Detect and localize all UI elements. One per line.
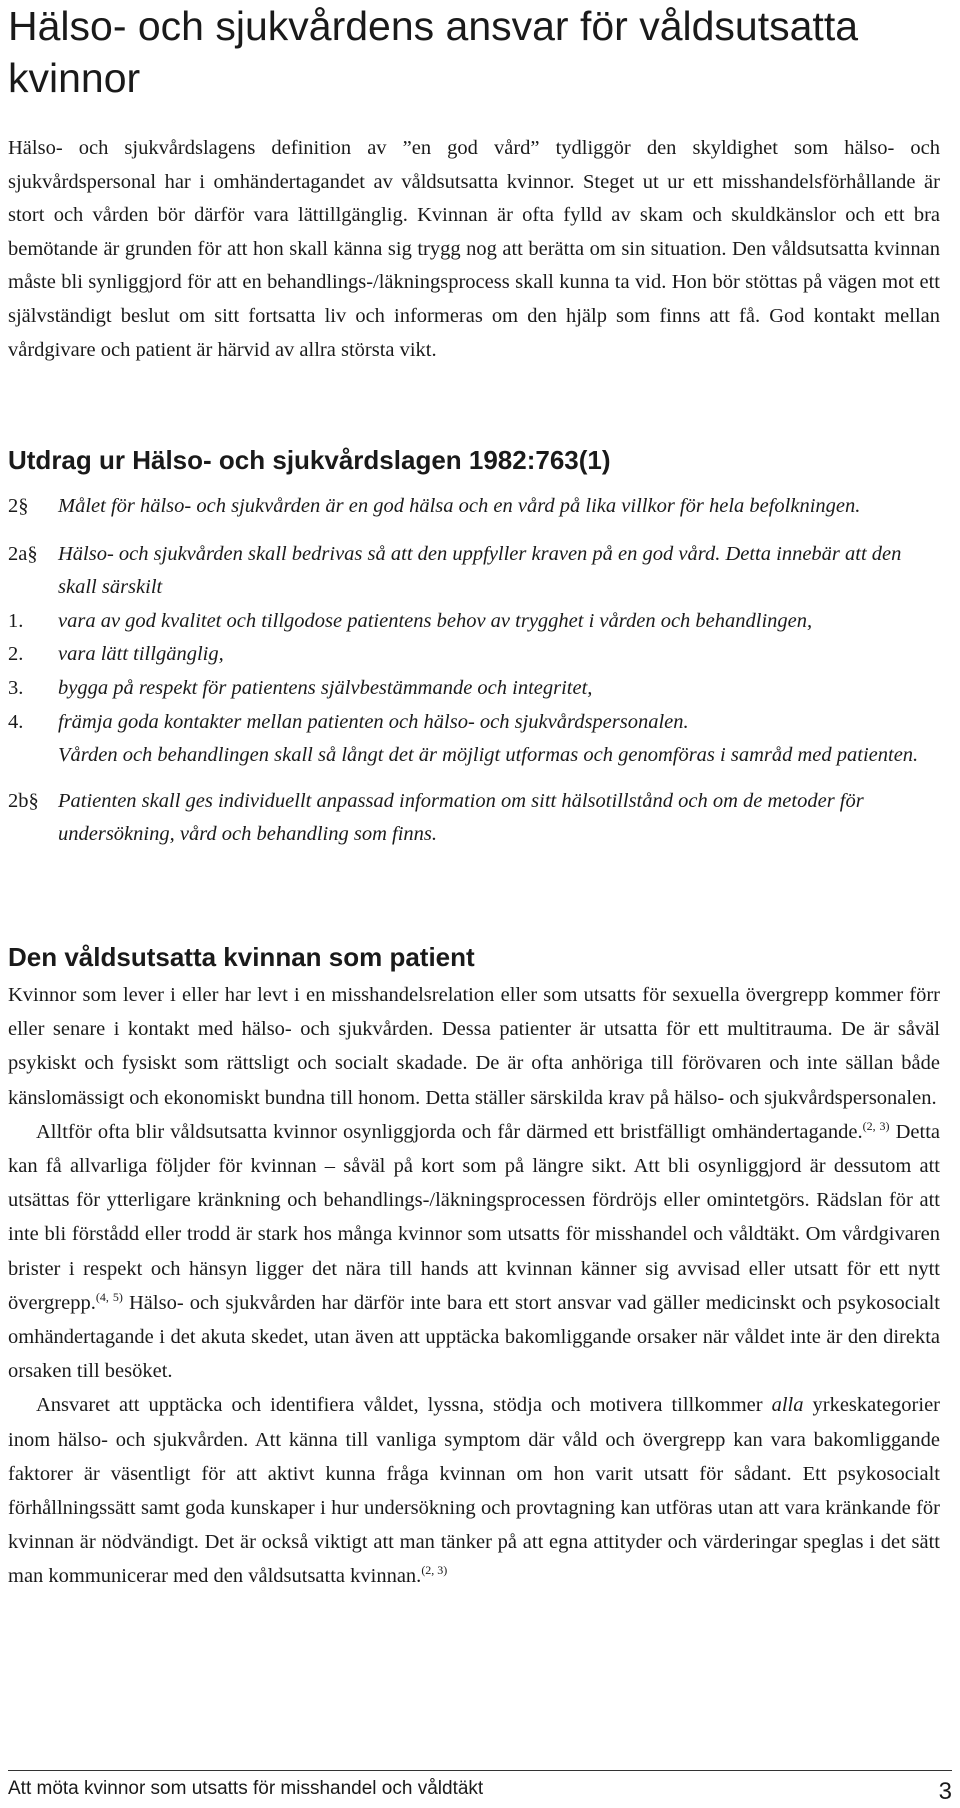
- list-number: 3.: [8, 676, 24, 699]
- law-excerpt: [8, 490, 940, 852]
- reference-superscript: (4, 5): [95, 1289, 123, 1304]
- list-number: 2.: [8, 643, 24, 666]
- section-body: [8, 978, 940, 1594]
- law-section-2a: [8, 538, 940, 605]
- law-heading: Utdrag ur Hälso- och sjukvårdslagen 1982:763(1): [8, 445, 611, 475]
- text-run: yrkeskategorier inom hälso- och sjukvården. Att känna till vanliga symptom där våld och övergrepp kan vara bakomliggande faktorer är väsentligt för att aktivt kunna fråga kvinnan om hon varit utsatt för sådant. Ett psykosocialt förhållningssätt samt goda kunskaper i hur undersökning och provtagning kan utföras utan att vara kränkande för kvinnan är nödvändigt. Det är också viktigt att man tänker på att egna attityder och värderingar speglas i det sätt man kommunicerar med den våldsutsatta kvinnan.: [8, 1394, 940, 1588]
- text-run: Ansvaret att upptäcka och identifiera våldet, lyssna, stödja och motivera tillkommer: [36, 1394, 772, 1417]
- section-mark: 2§: [8, 495, 29, 517]
- law-list-item: [8, 706, 940, 740]
- list-text: vara av god kvalitet och tillgodose patientens behov av trygghet i vården och behandlingen,: [58, 609, 813, 632]
- list-text: bygga på respekt för patientens självbestämmande och integritet,: [58, 676, 593, 699]
- footer-text: Att möta kvinnor som utsatts för misshandel och våldtäkt: [8, 1778, 484, 1799]
- reference-superscript: (2, 3): [421, 1563, 448, 1578]
- law-note: Vården och behandlingen skall så långt det är möjligt utformas och genomföras i samråd med patienten.: [58, 744, 919, 767]
- body-paragraph: Kvinnor som lever i eller har levt i en misshandelsrelation eller som utsatts för sexuella övergrepp kommer förr eller senare i kontakt med hälso- och sjukvården. Dessa patienter är utsatta för ett multitrauma. De är såväl psykiskt och fysiskt som rättsligt och socialt skadade. De är ofta anhöriga till förövaren och inte sällan både känslomässigt och ekonomiskt bundna till honom. Detta ställer särskilda krav på hälso- och sjukvårdspersonalen.: [8, 984, 940, 1109]
- section-heading: Den våldsutsatta kvinnan som patient: [8, 942, 475, 972]
- intro-paragraph: Hälso- och sjukvårdslagens definition av ”en god vård” tydliggör den skyldighet som hälso- och sjukvårdspersonal har i omhändertagandet av våldsutsatta kvinnor. Steget ut ur ett misshandelsförhållande är stort och vården bör därför vara lättillgänglig. Kvinnan är ofta fylld av skam och skuldkänslor och ett bra bemötande är grunden för att hon skall känna sig trygg nog att berätta om sin situation. Den våldsutsatta kvinnan måste bli synliggjord för att en behandlings-/läkningsprocess skall kunna ta vid. Hon bör stöttas på vägen mot ett självständigt beslut om sitt fortsatta liv och informeras om den hjälp som finns att få. God kontakt mellan vårdgivare och patient är härvid av allra största vikt.: [8, 137, 940, 361]
- reference-superscript: (2, 3): [862, 1118, 890, 1133]
- text-run: Hälso- och sjukvården har därför inte bara ett stort ansvar vad gäller medicinskt och psykosocialt omhändertagande i det akuta skedet, utan även att upptäcka bakomliggande orsaker när våldet inte är den direkta orsaken till besöket.: [8, 1291, 940, 1383]
- section-text: Patienten skall ges individuellt anpassad information om sitt hälsotillstånd och om de metoder för undersökning, vård och behandling som finns.: [58, 789, 864, 846]
- law-list-item: [8, 605, 940, 639]
- emphasis: alla: [771, 1394, 804, 1417]
- law-section-2: [8, 490, 940, 524]
- section-mark: 2a§: [8, 542, 38, 565]
- section-text: Hälso- och sjukvården skall bedrivas så att den uppfyller kraven på en god vård. Detta innebär att den skall särskilt: [58, 542, 902, 599]
- page-title: Hälso- och sjukvårdens ansvar för våldsutsatta kvinnor: [8, 3, 859, 101]
- text-run: Alltför ofta blir våldsutsatta kvinnor osynliggjorda och får därmed ett bristfälligt omhändertagande.: [36, 1120, 863, 1143]
- list-number: 4.: [8, 710, 24, 733]
- law-list-item: [8, 672, 940, 706]
- body-paragraph: [8, 1388, 940, 1593]
- text-run: Detta kan få allvarliga följder för kvinnan – såväl på kort som på längre sikt. Att bli osynliggjord är dessutom att utsättas för ytterligare kränkning och behandlings-/läkningsprocessen fördröjs eller omintetgörs. Rädslan för att inte bli förstådd eller trodd är stark hos många kvinnor som utsatts för misshandel och våldtäkt. Om vårdgivaren brister i respekt och hänsyn ligger det nära till hands att kvinnan känner sig avvisad eller utsatt för ett nytt övergrepp.: [8, 1120, 940, 1314]
- list-text: främja goda kontakter mellan patienten och hälso- och sjukvårdspersonalen.: [58, 710, 689, 733]
- section-text: Målet för hälso- och sjukvården är en god hälsa och en vård på lika villkor för hela befolkningen.: [58, 495, 861, 517]
- law-section-2b: [8, 785, 940, 852]
- list-number: 1.: [8, 609, 24, 632]
- list-text: vara lätt tillgänglig,: [58, 643, 224, 666]
- page-number: 3: [938, 1778, 952, 1805]
- law-list-item: [8, 638, 940, 672]
- section-mark: 2b§: [8, 789, 39, 812]
- body-paragraph: [8, 1115, 940, 1389]
- footer-divider: [8, 1770, 952, 1771]
